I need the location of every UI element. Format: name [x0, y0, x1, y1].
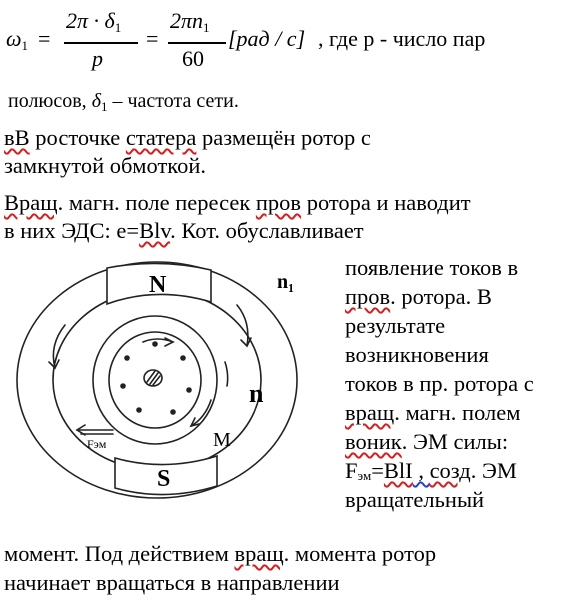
bottom-line-1: момент. Под действием вращ. момента ротор	[4, 541, 437, 566]
field-arrow-right	[237, 305, 248, 346]
conductor-dot	[136, 407, 142, 413]
paragraph-1-line-1: вВ росточке статера размещён ротор с	[4, 125, 371, 150]
paragraph-1-line-2: замкнутой обмоткой.	[4, 153, 206, 178]
torque-label: M	[213, 429, 231, 451]
paragraph-2-line-1: Вращ. магн. поле пересек пров ротора и наводит	[4, 190, 471, 215]
side-line-2: пров. ротора. В	[345, 284, 492, 309]
bottom-line-2: начинает вращаться в направлении	[4, 570, 340, 595]
conductor-dot	[170, 409, 176, 415]
field-speed-label: n₁	[277, 271, 295, 293]
rotor-rotation-arrow-head	[165, 338, 173, 346]
side-line-3: результате	[345, 313, 446, 338]
equals-sign: =	[38, 26, 51, 51]
shaft-hatch	[147, 371, 160, 385]
side-line-5: токов в пр. ротора с	[345, 371, 534, 396]
fraction-1-numerator: $2\pi \cdot \delta_1$	[66, 8, 122, 35]
conductor-dot	[124, 355, 130, 361]
conductor-dot	[120, 383, 126, 389]
unit-label: [рад / с]	[228, 26, 306, 51]
south-pole-label: S	[157, 466, 171, 492]
side-line-7: воник. ЭМ силы:	[345, 429, 509, 454]
north-pole-label: N	[149, 272, 167, 298]
fraction-2-denominator: 60	[182, 46, 204, 71]
formula	[6, 8, 526, 74]
poles-line: полюсов, $\delta_1$ – частота сети.	[8, 90, 239, 114]
side-line-6: вращ. магн. полем	[345, 400, 521, 425]
conductor-dot	[180, 355, 186, 361]
side-line-8: Fэм=BlI , созд. ЭМ	[345, 458, 517, 483]
fraction-1-denominator: p	[92, 46, 103, 71]
fraction-1-bar	[64, 42, 138, 44]
rotor-speed-label: n	[249, 379, 264, 408]
conductor-dot	[152, 341, 158, 347]
force-label: Fэм	[87, 437, 107, 451]
conductor-dot	[186, 387, 192, 393]
fraction-2-numerator: $2\pi n_1$	[170, 8, 210, 35]
omega-symbol: $\omega_1$	[6, 26, 29, 53]
formula-tail: , где р - число пар	[318, 26, 486, 51]
side-line-4: возникновения	[345, 342, 489, 367]
fraction-2-bar	[168, 42, 226, 44]
motor-diagram	[15, 250, 340, 545]
rotor-side-arrow	[225, 362, 228, 386]
side-line-9: вращательный	[345, 487, 485, 512]
side-line-1: появление токов в	[345, 255, 519, 280]
equals-sign-2: =	[146, 26, 159, 51]
paragraph-2-line-2: в них ЭДС: е=Blv. Кот. обуславливает	[4, 218, 364, 243]
